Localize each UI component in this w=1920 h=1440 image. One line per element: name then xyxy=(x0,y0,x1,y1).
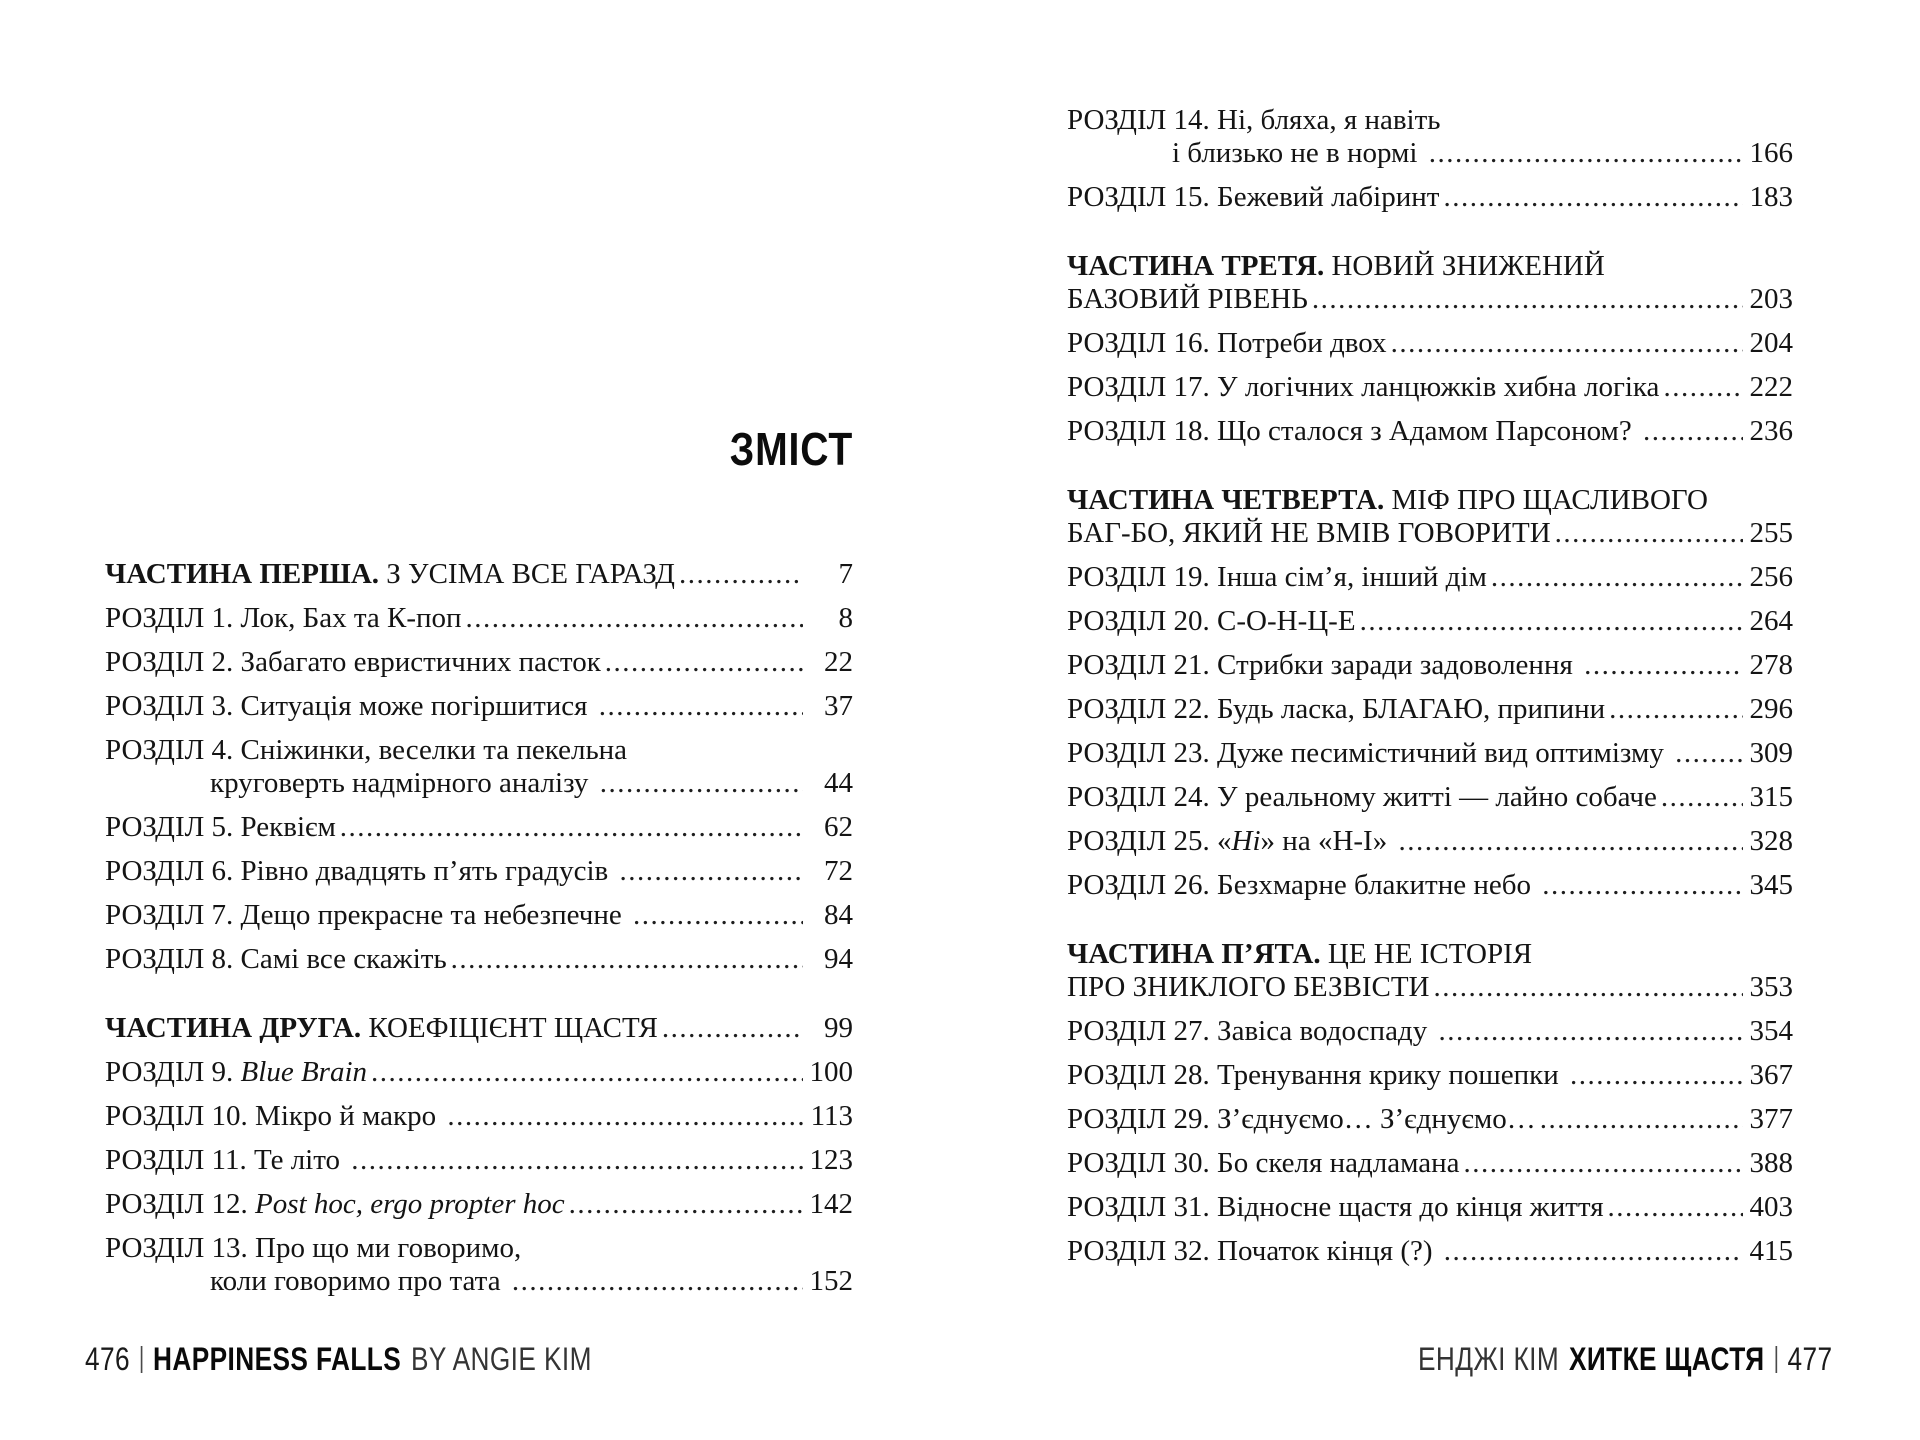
entry-title: ЧАСТИНА ТРЕТЯ. НОВИЙ ЗНИЖЕНИЙ xyxy=(1067,250,1605,282)
toc-entry-line xyxy=(1067,605,1793,638)
entry-page-number: 309 xyxy=(1749,737,1793,769)
entry-page-number: 44 xyxy=(824,767,853,799)
entry-title: РОЗДІЛ 5. Реквієм xyxy=(105,811,336,843)
toc-entry xyxy=(1067,781,1793,814)
toc-entry xyxy=(1067,1147,1793,1180)
toc-entry xyxy=(105,811,853,844)
toc-entry-line xyxy=(1067,781,1793,814)
toc-entry xyxy=(1067,561,1793,594)
toc-entry xyxy=(1067,1015,1793,1048)
dot-leader xyxy=(679,558,803,591)
toc-entry xyxy=(1067,250,1793,316)
entry-title: РОЗДІЛ 10. Мікро й макро xyxy=(105,1100,444,1132)
toc-entry-line xyxy=(1067,484,1793,517)
toc-entry-line xyxy=(1067,561,1793,594)
toc-entry-line xyxy=(1067,415,1793,448)
dot-leader xyxy=(569,1188,803,1221)
toc-entry-line xyxy=(105,602,853,635)
dot-leader xyxy=(1542,869,1743,902)
toc-entry-line xyxy=(105,899,853,932)
dot-leader xyxy=(1398,825,1743,858)
toc-entry xyxy=(1067,605,1793,638)
toc-entry xyxy=(1067,1191,1793,1224)
toc-entry-line xyxy=(1067,938,1793,971)
dot-leader xyxy=(1540,1103,1743,1136)
dot-leader xyxy=(1661,781,1743,814)
dot-leader xyxy=(1444,1235,1743,1268)
toc-entry-line xyxy=(105,1056,853,1089)
entry-title: РОЗДІЛ 16. Потреби двох xyxy=(1067,327,1387,359)
toc-entry xyxy=(1067,371,1793,404)
toc-entry-line xyxy=(1067,869,1793,902)
toc-entry-line xyxy=(105,811,853,844)
toc-entry xyxy=(105,602,853,635)
toc-entry xyxy=(105,1056,853,1089)
dot-leader xyxy=(662,1012,803,1045)
entry-title: ЧАСТИНА ДРУГА. КОЕФІЦІЄНТ ЩАСТЯ xyxy=(105,1012,658,1044)
toc-entry-line xyxy=(105,734,853,767)
toc-entry xyxy=(1067,869,1793,902)
entry-title: РОЗДІЛ 12. Post hoc, ergo propter hoc xyxy=(105,1188,565,1220)
entry-title: РОЗДІЛ 2. Забагато евристичних пасток xyxy=(105,646,601,678)
toc-entry-line xyxy=(1067,693,1793,726)
entry-title: РОЗДІЛ 25. «Ні» на «Н-І» xyxy=(1067,825,1395,857)
toc-entry xyxy=(1067,104,1793,170)
toc-entry xyxy=(1067,415,1793,448)
toc-entry xyxy=(1067,181,1793,214)
toc-entry xyxy=(1067,825,1793,858)
entry-title: ПРО ЗНИКЛОГО БЕЗВІСТИ xyxy=(1067,971,1430,1003)
toc-entry xyxy=(1067,649,1793,682)
left-page xyxy=(105,0,853,1309)
entry-title: РОЗДІЛ 15. Бежевий лабіринт xyxy=(1067,181,1440,213)
toc-entry-line xyxy=(1067,1235,1793,1268)
toc-entry xyxy=(105,1100,853,1133)
entry-page-number: 84 xyxy=(824,899,853,931)
toc-entry-line xyxy=(1067,737,1793,770)
dot-leader xyxy=(1570,1059,1743,1092)
entry-title: ЧАСТИНА ЧЕТВЕРТА. МІФ ПРО ЩАСЛИВОГО xyxy=(1067,484,1708,516)
entry-page-number: 142 xyxy=(809,1188,853,1220)
dot-leader xyxy=(619,855,803,888)
right-page xyxy=(1067,104,1793,1279)
entry-page-number: 7 xyxy=(838,558,853,590)
dot-leader xyxy=(451,943,803,976)
entry-page-number: 152 xyxy=(809,1265,853,1297)
entry-title: РОЗДІЛ 3. Ситуація може погіршитися xyxy=(105,690,595,722)
entry-title: РОЗДІЛ 31. Відносне щастя до кінця життя xyxy=(1067,1191,1604,1223)
dot-leader xyxy=(1433,971,1743,1004)
toc-entry-line xyxy=(1067,283,1793,316)
entry-page-number: 204 xyxy=(1749,327,1793,359)
toc-entry xyxy=(1067,1059,1793,1092)
entry-page-number: 388 xyxy=(1749,1147,1793,1179)
toc-entries-right xyxy=(1067,104,1793,1268)
dot-leader xyxy=(340,811,803,844)
dot-leader xyxy=(1675,737,1743,770)
entry-page-number: 113 xyxy=(810,1100,853,1132)
entry-title: коли говоримо про тата xyxy=(210,1265,508,1297)
dot-leader xyxy=(600,767,803,800)
toc-entry-line xyxy=(1067,1103,1793,1136)
entry-page-number: 315 xyxy=(1749,781,1793,813)
toc-entry xyxy=(105,1188,853,1221)
entry-title: РОЗДІЛ 7. Дещо прекрасне та небезпечне xyxy=(105,899,629,931)
toc-entry-line xyxy=(105,690,853,723)
dot-leader xyxy=(1391,327,1743,360)
dot-leader xyxy=(371,1056,803,1089)
dot-leader xyxy=(1464,1147,1743,1180)
entry-title: круговерть надмірного аналізу xyxy=(210,767,596,799)
toc-entry xyxy=(105,899,853,932)
entry-page-number: 8 xyxy=(838,602,853,634)
entry-page-number: 183 xyxy=(1749,181,1793,213)
entry-title: РОЗДІЛ 22. Будь ласка, БЛАГАЮ, припини xyxy=(1067,693,1606,725)
left-footer-book-title: HAPPINESS FALLS xyxy=(152,1341,402,1377)
toc-entry-line xyxy=(105,1144,853,1177)
dot-leader xyxy=(1608,1191,1743,1224)
toc-entry xyxy=(1067,938,1793,1004)
dot-leader xyxy=(1643,415,1743,448)
toc-entry-line xyxy=(1067,517,1793,550)
entry-title: і близько не в нормі xyxy=(1172,137,1425,169)
dot-leader xyxy=(466,602,803,635)
dot-leader xyxy=(512,1265,803,1298)
dot-leader xyxy=(1438,1015,1743,1048)
left-footer-page-number: 476 xyxy=(85,1341,131,1377)
right-footer-author: ЕНДЖІ КІМ xyxy=(1418,1341,1560,1377)
entry-title: ЧАСТИНА ПЕРША. З УСІМА ВСЕ ГАРАЗД xyxy=(105,558,675,590)
toc-entry-line xyxy=(105,1232,853,1265)
entry-title: РОЗДІЛ 19. Інша сім’я, інший дім xyxy=(1067,561,1487,593)
toc-entry-line xyxy=(1067,1059,1793,1092)
entry-title: ЧАСТИНА П’ЯТА. ЦЕ НЕ ІСТОРІЯ xyxy=(1067,938,1533,970)
dot-leader xyxy=(1312,283,1743,316)
toc-entry-line xyxy=(105,943,853,976)
toc-entry xyxy=(1067,693,1793,726)
entry-page-number: 367 xyxy=(1749,1059,1793,1091)
toc-entry xyxy=(1067,1235,1793,1268)
toc-entry xyxy=(1067,484,1793,550)
entry-title: РОЗДІЛ 23. Дуже песимістичний вид оптимізму xyxy=(1067,737,1672,769)
dot-leader xyxy=(599,690,803,723)
toc-entry xyxy=(105,1232,853,1298)
toc-entry xyxy=(105,1012,853,1045)
toc-entry-line xyxy=(1067,1015,1793,1048)
entry-page-number: 278 xyxy=(1749,649,1793,681)
entry-title: РОЗДІЛ 1. Лок, Бах та К-поп xyxy=(105,602,462,634)
toc-entry-line xyxy=(105,1012,853,1045)
entry-page-number: 203 xyxy=(1749,283,1793,315)
entry-page-number: 100 xyxy=(809,1056,853,1088)
entry-page-number: 123 xyxy=(809,1144,853,1176)
toc-entry-line xyxy=(105,767,853,800)
dot-leader xyxy=(1443,181,1743,214)
toc-entry-line xyxy=(1067,104,1793,137)
entry-title: РОЗДІЛ 32. Початок кінця (?) xyxy=(1067,1235,1440,1267)
right-footer xyxy=(1327,1341,1833,1377)
left-footer xyxy=(85,1341,703,1377)
right-footer-book-title: ХИТКЕ ЩАСТЯ xyxy=(1569,1341,1766,1377)
toc-entry-line xyxy=(1067,137,1793,170)
entry-title: РОЗДІЛ 29. З’єднуємо… З’єднуємо… xyxy=(1067,1103,1536,1135)
dot-leader xyxy=(605,646,803,679)
entry-title: РОЗДІЛ 21. Стрибки заради задоволення xyxy=(1067,649,1581,681)
toc-entry xyxy=(105,690,853,723)
toc-entry xyxy=(1067,737,1793,770)
dot-leader xyxy=(1609,693,1743,726)
dot-leader xyxy=(447,1100,803,1133)
toc-title-text: ЗМІСТ xyxy=(729,423,853,475)
entry-page-number: 264 xyxy=(1749,605,1793,637)
entry-page-number: 256 xyxy=(1749,561,1793,593)
entry-title: РОЗДІЛ 20. С-О-Н-Ц-Е xyxy=(1067,605,1356,637)
entry-page-number: 377 xyxy=(1749,1103,1793,1135)
entry-page-number: 22 xyxy=(824,646,853,678)
dot-leader xyxy=(1429,137,1743,170)
toc-entry xyxy=(105,646,853,679)
entry-title: БАЗОВИЙ РІВЕНЬ xyxy=(1067,283,1308,315)
dot-leader xyxy=(351,1144,803,1177)
left-footer-byline: BY ANGIE KIM xyxy=(410,1341,592,1377)
entry-page-number: 345 xyxy=(1749,869,1793,901)
entry-page-number: 255 xyxy=(1749,517,1793,549)
entry-title: РОЗДІЛ 26. Безхмарне блакитне небо xyxy=(1067,869,1539,901)
entry-title: РОЗДІЛ 8. Самі все скажіть xyxy=(105,943,447,975)
entry-title: РОЗДІЛ 27. Завіса водоспаду xyxy=(1067,1015,1435,1047)
right-footer-page-number: 477 xyxy=(1787,1341,1833,1377)
toc-entry xyxy=(105,734,853,800)
entry-page-number: 166 xyxy=(1749,137,1793,169)
entry-title: РОЗДІЛ 11. Те літо xyxy=(105,1144,348,1176)
entry-page-number: 222 xyxy=(1749,371,1793,403)
toc-entry xyxy=(105,943,853,976)
entry-page-number: 415 xyxy=(1749,1235,1793,1267)
entry-page-number: 353 xyxy=(1749,971,1793,1003)
entry-page-number: 94 xyxy=(824,943,853,975)
toc-entry-line xyxy=(1067,250,1793,283)
dot-leader xyxy=(1491,561,1743,594)
toc-entry-line xyxy=(1067,181,1793,214)
entry-title: РОЗДІЛ 30. Бо скеля надламана xyxy=(1067,1147,1460,1179)
entry-page-number: 62 xyxy=(824,811,853,843)
toc-entry-line xyxy=(1067,649,1793,682)
entry-page-number: 37 xyxy=(824,690,853,722)
footer-divider xyxy=(1776,1346,1778,1373)
dot-leader xyxy=(1360,605,1743,638)
entry-page-number: 296 xyxy=(1749,693,1793,725)
toc-entry-line xyxy=(1067,371,1793,404)
entry-page-number: 403 xyxy=(1749,1191,1793,1223)
toc-title xyxy=(105,424,853,474)
entry-title: РОЗДІЛ 13. Про що ми говоримо, xyxy=(105,1232,522,1264)
entry-page-number: 328 xyxy=(1749,825,1793,857)
toc-entry-line xyxy=(1067,1147,1793,1180)
toc-entry-line xyxy=(105,1188,853,1221)
entry-title: РОЗДІЛ 4. Сніжинки, веселки та пекельна xyxy=(105,734,628,766)
entry-title: РОЗДІЛ 14. Ні, бляха, я навіть xyxy=(1067,104,1441,136)
toc-entry xyxy=(105,558,853,591)
toc-entry-line xyxy=(1067,327,1793,360)
dot-leader xyxy=(1663,371,1743,404)
entry-page-number: 354 xyxy=(1749,1015,1793,1047)
entry-title: РОЗДІЛ 24. У реальному житті — лайно собаче xyxy=(1067,781,1657,813)
toc-entry xyxy=(105,855,853,888)
toc-entry xyxy=(105,1144,853,1177)
footer-divider xyxy=(141,1346,143,1373)
toc-entry-line xyxy=(105,558,853,591)
toc-entries-left xyxy=(105,558,853,1298)
toc-entry-line xyxy=(105,855,853,888)
entry-title: БАГ-БО, ЯКИЙ НЕ ВМІВ ГОВОРИТИ xyxy=(1067,517,1551,549)
toc-entry-line xyxy=(105,1265,853,1298)
toc-entry-line xyxy=(1067,1191,1793,1224)
dot-leader xyxy=(1584,649,1743,682)
toc-entry-line xyxy=(105,646,853,679)
entry-title: РОЗДІЛ 18. Що сталося з Адамом Парсоном? xyxy=(1067,415,1640,447)
toc-entry-line xyxy=(1067,825,1793,858)
entry-title: РОЗДІЛ 9. Blue Brain xyxy=(105,1056,367,1088)
entry-title: РОЗДІЛ 17. У логічних ланцюжків хибна логіка xyxy=(1067,371,1660,403)
entry-page-number: 236 xyxy=(1749,415,1793,447)
toc-entry xyxy=(1067,1103,1793,1136)
toc-entry-line xyxy=(105,1100,853,1133)
toc-entry xyxy=(1067,327,1793,360)
dot-leader xyxy=(1555,517,1743,550)
entry-page-number: 99 xyxy=(824,1012,853,1044)
dot-leader xyxy=(633,899,803,932)
toc-entry-line xyxy=(1067,971,1793,1004)
entry-page-number: 72 xyxy=(824,855,853,887)
entry-title: РОЗДІЛ 28. Тренування крику пошепки xyxy=(1067,1059,1566,1091)
entry-title: РОЗДІЛ 6. Рівно двадцять п’ять градусів xyxy=(105,855,616,887)
